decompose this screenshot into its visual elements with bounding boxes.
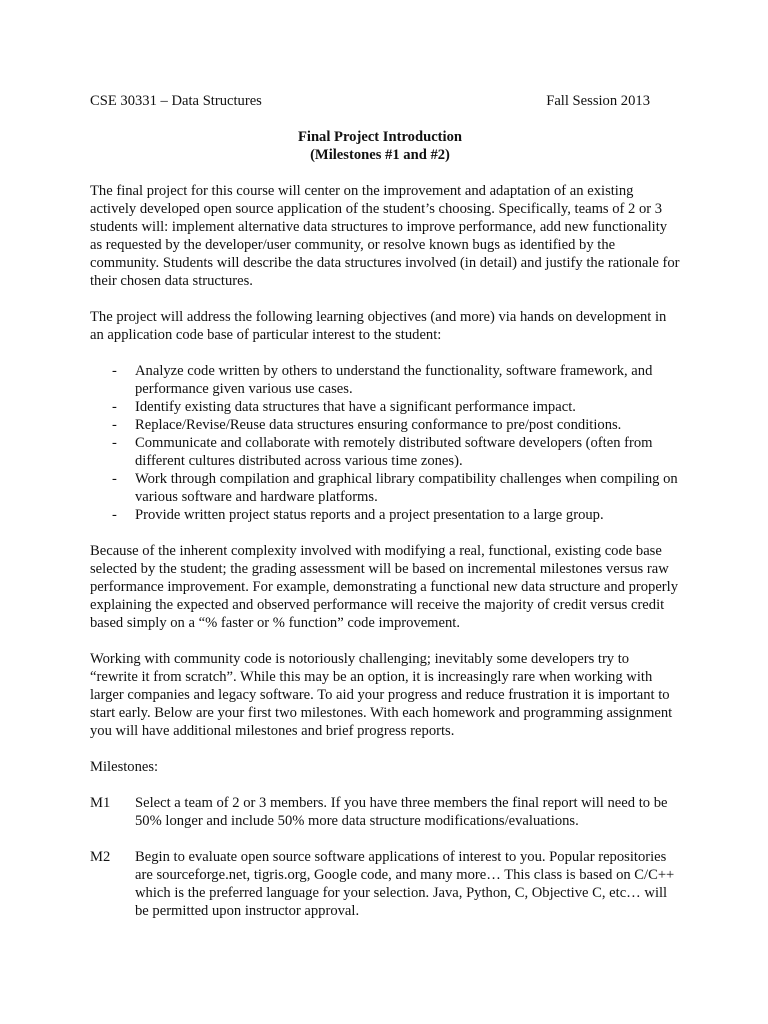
list-item: [90, 434, 680, 470]
bullet-dash: -: [112, 435, 117, 451]
community-paragraph: Working with community code is notoriously challenging; inevitably some developers try to “rewrite it from scratch”. While this may be an option, it is increasingly rare when working with larger companies and legacy software. To aid your progress and reduce frustration it is important to start early. Below are your first two milestones. With each homework and programming assignment you will have additional milestones and brief progress reports.: [90, 651, 673, 739]
objectives-intro-paragraph: The project will address the following learning objectives (and more) via hands on development in an application code base of particular interest to the student:: [90, 309, 667, 343]
milestones-label: Milestones:: [90, 759, 159, 775]
title-line-2: (Milestones #1 and #2): [310, 147, 450, 163]
list-item: [90, 398, 680, 416]
document-body: [90, 182, 680, 938]
list-item-text: Provide written project status reports and a project presentation to a large group.: [135, 507, 604, 523]
objectives-list: [90, 362, 680, 524]
list-item: [90, 506, 680, 524]
complexity-paragraph: Because of the inherent complexity involved with modifying a real, functional, existing code base selected by the student; the grading assessment will be based on incremental milestones versus raw performance improvement. For example, demonstrating a functional new data structure and properly explaining the expected and observed performance will receive the majority of credit versus credit based simply on a “% faster or % function” code improvement.: [90, 543, 679, 631]
title-line-1: Final Project Introduction: [297, 129, 463, 145]
list-item: [90, 416, 680, 434]
list-item-text: Analyze code written by others to understand the functionality, software framework, and performance given various use cases.: [135, 363, 653, 397]
list-item: [90, 362, 680, 398]
milestone-m1: [90, 794, 680, 830]
milestone-code: M2: [90, 849, 111, 865]
document-header: [90, 92, 650, 110]
session-label: Fall Session 2013: [546, 93, 650, 109]
bullet-dash: -: [112, 507, 117, 523]
milestone-code: M1: [90, 795, 111, 811]
list-item-text: Identify existing data structures that have a significant performance impact.: [135, 399, 576, 415]
milestone-text: Select a team of 2 or 3 members. If you have three members the final report will need to be 50% longer and include 50% more data structure modifications/evaluations.: [135, 795, 668, 829]
list-item-text: Communicate and collaborate with remotely distributed software developers (often from different cultures distributed across various time zones).: [135, 435, 653, 469]
course-title: CSE 30331 – Data Structures: [90, 93, 262, 109]
list-item-text: Work through compilation and graphical library compatibility challenges when compiling on various software and hardware platforms.: [135, 471, 678, 505]
bullet-dash: -: [112, 471, 117, 487]
bullet-dash: -: [112, 363, 117, 379]
milestone-text: Begin to evaluate open source software applications of interest to you. Popular repositories are sourceforge.net, tigris.org, Google code, and many more… This class is based on C/C++ which is the preferred language for your selection. Java, Python, C, Objective C, etc… will be permitted upon instructor approval.: [135, 849, 675, 919]
bullet-dash: -: [112, 399, 117, 415]
document-title: [90, 128, 670, 164]
intro-paragraph: The final project for this course will center on the improvement and adaptation of an existing actively developed open source application of the student’s choosing. Specifically, teams of 2 or 3 students will: implement alternative data structures to improve performance, add new functionality as requested by the developer/user community, or resolve known bugs as identified by the community. Students will describe the data structures involved (in detail) and justify the rationale for their chosen data structures.: [90, 183, 680, 289]
bullet-dash: -: [112, 417, 117, 433]
list-item-text: Replace/Revise/Reuse data structures ensuring conformance to pre/post conditions.: [135, 417, 622, 433]
milestone-m2: [90, 848, 680, 920]
list-item: [90, 470, 680, 506]
